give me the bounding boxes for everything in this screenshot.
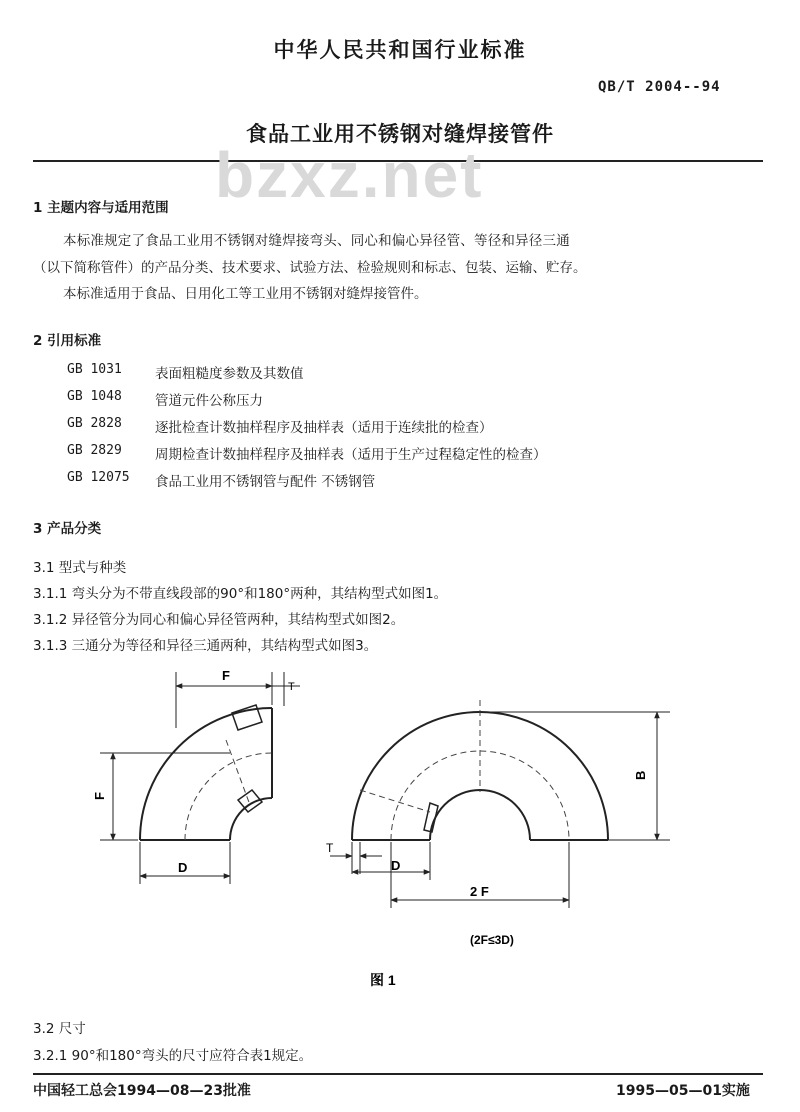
ref-code: GB 2829	[67, 443, 122, 458]
elbow180-seam	[360, 790, 430, 812]
section2-heading: 2 引用标准	[33, 333, 102, 349]
approval-date: 中国轻工总会1994—08—23批准	[33, 1083, 251, 1099]
publisher-header: 中华人民共和国行业标准	[273, 38, 527, 62]
label-T-top: T	[288, 681, 295, 693]
footer-rule	[33, 1073, 763, 1075]
elbow90-seam	[226, 740, 250, 805]
elbow180-inner-arc	[430, 790, 530, 840]
implementation-date: 1995—05—01实施	[616, 1083, 750, 1099]
label-D-right: D	[391, 858, 401, 873]
watermark: bzxz.net	[215, 139, 484, 211]
section3-2-1: 3.2.1 90°和180°弯头的尺寸应符合表1规定。	[33, 1048, 313, 1064]
section1-para1-line1: 本标准规定了食品工业用不锈钢对缝焊接弯头、同心和偏心异径管、等径和异径三通	[63, 233, 570, 249]
label-F-top: F	[222, 668, 230, 683]
section3-2-heading: 3.2 尺寸	[33, 1021, 86, 1037]
figure-condition: (2F≤3D)	[470, 933, 514, 947]
label-2F: 2 F	[470, 884, 489, 899]
section1-para1-line2: （以下简称管件）的产品分类、技术要求、试验方法、检验规则和标志、包装、运输、贮存。	[33, 260, 587, 276]
label-B: B	[633, 770, 648, 780]
document-title: 食品工业用不锈钢对缝焊接管件	[246, 122, 554, 146]
figure-caption: 图 1	[370, 972, 396, 988]
ref-desc: 周期检查计数抽样程序及抽样表（适用于生产过程稳定性的检查）	[155, 447, 547, 463]
label-T-right: T	[326, 841, 334, 855]
section3-1-3: 3.1.3 三通分为等径和异径三通两种，其结构型式如图3。	[33, 638, 378, 654]
label-F-vertical: F	[92, 792, 107, 800]
ref-code: GB 2828	[67, 416, 122, 431]
section3-1-2: 3.1.2 异径管分为同心和偏心异径管两种，其结构型式如图2。	[33, 612, 405, 628]
ref-code: GB 1048	[67, 389, 122, 404]
elbow90-weld-band	[232, 705, 262, 730]
ref-desc: 管道元件公称压力	[155, 393, 263, 409]
section3-heading: 3 产品分类	[33, 521, 102, 537]
label-D-left: D	[178, 860, 188, 875]
ref-code: GB 1031	[67, 362, 122, 377]
figure-1-elbow-drawing	[0, 660, 800, 990]
elbow90-outer-arc	[140, 708, 272, 840]
section1-para2: 本标准适用于食品、日用化工等工业用不锈钢对缝焊接管件。	[63, 286, 428, 302]
section1-heading: 1 主题内容与适用范围	[33, 200, 169, 216]
elbow90-inner-arc	[230, 798, 272, 840]
elbow90-centerline	[185, 753, 272, 840]
standard-code: QB/T 2004--94	[598, 79, 721, 95]
ref-desc: 食品工业用不锈钢管与配件 不锈钢管	[155, 474, 376, 490]
ref-code: GB 12075	[67, 470, 130, 485]
ref-desc: 表面粗糙度参数及其数值	[155, 366, 304, 382]
section3-1-1: 3.1.1 弯头分为不带直线段部的90°和180°两种，其结构型式如图1。	[33, 586, 448, 602]
section3-1: 3.1 型式与种类	[33, 560, 127, 576]
ref-desc: 逐批检查计数抽样程序及抽样表（适用于连续批的检查）	[155, 420, 493, 436]
